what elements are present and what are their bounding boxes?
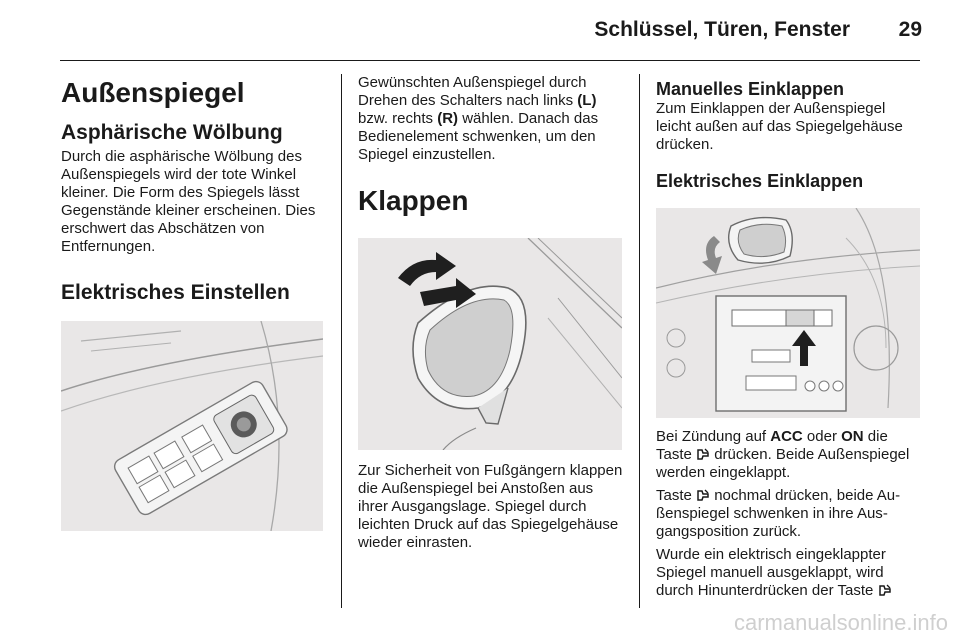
door-switch-illustration: [61, 321, 323, 531]
paragraph-aspherisch: Durch die asphärische Wölbung des Außenspiegels wird der tote Winkel kleiner. Die Form des Spiegels lässt Gegenstände kleiner erscheinen. Dies erschwert das Abschätzen von Entfernungen.: [61, 148, 316, 255]
column-divider: [639, 74, 640, 608]
page-header-title: Schlüssel, Türen, Fenster: [594, 18, 850, 41]
paragraph-zuendung: Bei Zündung auf ACC oder ON die Taste drücken. Beide Außenspiegel werden eingeklappt.: [656, 428, 910, 481]
section-title-klappen: Klappen: [358, 185, 469, 216]
paragraph-manuell-ausgeklappt: Wurde ein elektrisch eingeklappter Spiegel manuell ausgeklappt, wird durch Hinunterdrücken der Taste: [656, 546, 922, 600]
paragraph-manuell: Zum Einklappen der Außenspiegel leicht außen auf das Spiegelgehäuse drücken.: [656, 100, 903, 153]
watermark: carmanualsonline.info: [733, 610, 948, 635]
fold-button-illustration: [656, 208, 920, 418]
paragraph-nochmal: Taste nochmal drücken, beide Außenspiegel schwenken in ihre Ausgangsposition zurück.: [656, 487, 901, 540]
paragraph-schalter: Gewünschten Außenspiegel durch Drehen des Schalters nach links (L) bzw. rechts (R) wählen. Danach das Bedienelement schwenken, um den Spiegel einzustellen.: [358, 74, 599, 163]
subsection-title-aspherisch: Asphärische Wölbung: [61, 121, 283, 144]
dashboard-drawing: [656, 208, 920, 418]
mirror-fold-key-icon: [696, 447, 710, 461]
section-title-aussenspiegel: Außenspiegel: [61, 77, 245, 108]
mirror-fold-illustration: [358, 238, 622, 450]
label-L: (L): [577, 92, 597, 109]
mirror-fold-key-icon: [878, 583, 892, 597]
mirror-drawing: [358, 238, 622, 450]
subsection-title-elektrisch-einstellen: Elektrisches Einstellen: [61, 281, 290, 304]
column-2: [358, 74, 626, 552]
paragraph-fussgaenger: Zur Sicherheit von Fußgängern klappen die Außenspiegel bei Anstoßen aus ihrer Ausgangslage. Spiegel durch leichten Druck auf das Spiegelgehäuse wieder einrasten.: [358, 462, 623, 551]
column-1: [61, 74, 325, 531]
label-R: (R): [437, 110, 459, 127]
subsection-title-manuell: Manuelles Einklappen: [656, 79, 845, 99]
column-3: [656, 74, 922, 600]
page-number: 29: [898, 18, 922, 41]
subsection-title-elektrisch-einklappen: Elektrisches Einklappen: [656, 171, 864, 191]
header-rule: [60, 60, 920, 61]
mirror-fold-key-icon: [696, 488, 710, 502]
door-switch-drawing: [61, 321, 323, 531]
column-divider: [341, 74, 342, 608]
